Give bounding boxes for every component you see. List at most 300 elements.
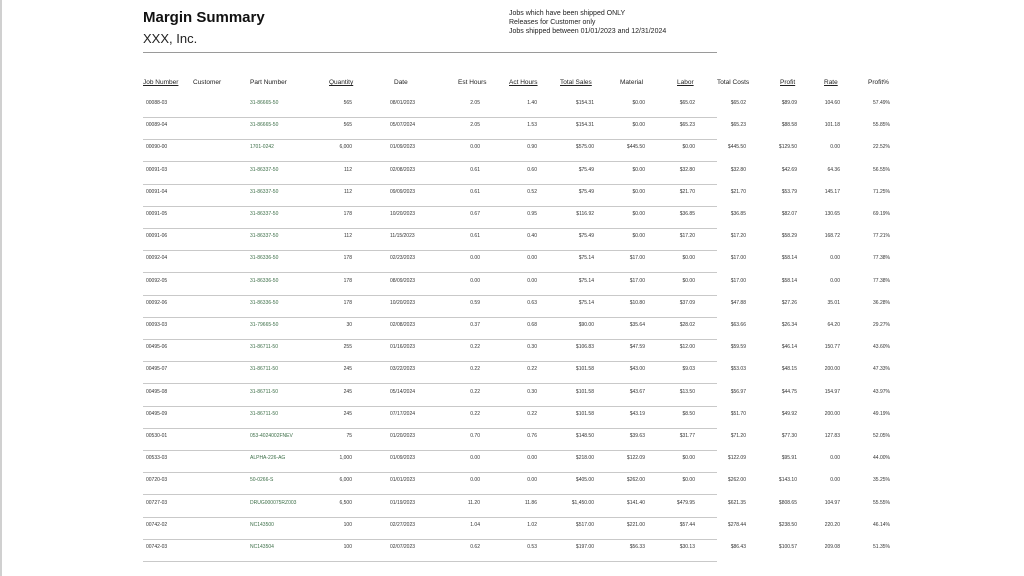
cell-total-sales: $106.83 — [575, 344, 594, 351]
row-divider — [143, 295, 717, 296]
table-row — [0, 322, 1024, 344]
cell-est-hours: 0.00 — [470, 144, 480, 151]
column-header-act-hours: Act Hours — [509, 79, 538, 86]
table-row — [0, 389, 1024, 411]
cell-total-costs: $445.50 — [727, 144, 746, 151]
cell-labor: $9.03 — [682, 366, 695, 373]
cell-est-hours: 0.00 — [470, 477, 480, 484]
cell-profit: $100.57 — [778, 544, 797, 550]
cell-profit: $238.50 — [778, 521, 797, 528]
cell-total-sales: $517.00 — [575, 521, 594, 528]
column-header-date: Date — [394, 79, 408, 86]
cell-profit-pct: 46.14% — [873, 521, 890, 528]
cell-part-number: 053-4024002FNEV — [250, 433, 293, 439]
cell-profit: $27.26 — [781, 299, 797, 306]
column-header-customer: Customer — [193, 79, 222, 86]
cell-profit: $46.14 — [781, 344, 797, 351]
cell-profit-pct: 71.25% — [873, 188, 890, 195]
cell-total-costs: $47.88 — [730, 299, 746, 306]
cell-total-sales: $75.14 — [578, 255, 594, 262]
table-row — [0, 189, 1024, 211]
cell-est-hours: 0.22 — [470, 366, 480, 373]
cell-labor: $28.02 — [679, 322, 695, 328]
table-row — [0, 300, 1024, 322]
cell-total-costs: $17.20 — [730, 233, 746, 240]
cell-act-hours: 0.00 — [527, 477, 537, 484]
cell-part-number: 31-86665-50 — [250, 122, 279, 129]
cell-labor: $8.50 — [682, 410, 695, 417]
cell-job-number: 00089-04 — [146, 122, 168, 129]
cell-total-costs: $17.00 — [730, 277, 746, 284]
cell-est-hours: 0.22 — [470, 388, 480, 395]
cell-material: $0.00 — [632, 122, 645, 129]
cell-part-number: 31-86336-50 — [250, 299, 279, 306]
cell-part-number: 31-79665-50 — [250, 322, 279, 328]
cell-profit: $58.14 — [781, 277, 797, 284]
cell-date: 05/14/2024 — [390, 388, 416, 395]
cell-total-sales: $154.31 — [575, 100, 594, 106]
cell-est-hours: 0.61 — [470, 166, 480, 173]
cell-quantity: 6,000 — [339, 144, 352, 151]
cell-profit: $26.34 — [781, 322, 797, 328]
cell-job-number: 00091-04 — [146, 188, 168, 195]
cell-total-sales: $218.00 — [575, 455, 594, 462]
cell-material: $47.59 — [629, 344, 645, 351]
cell-rate: 209.08 — [824, 544, 840, 550]
cell-profit-pct: 49.19% — [873, 410, 890, 417]
cell-total-costs: $36.85 — [730, 211, 746, 217]
cell-job-number: 00093-03 — [146, 322, 168, 328]
cell-labor: $57.44 — [679, 521, 695, 528]
cell-job-number: 00088-03 — [146, 100, 168, 106]
cell-est-hours: 0.22 — [470, 344, 480, 351]
report-title: Margin Summary — [143, 9, 265, 26]
cell-material: $0.00 — [632, 166, 645, 173]
table-row — [0, 500, 1024, 522]
cell-material: $17.00 — [629, 277, 645, 284]
column-header-material: Material — [620, 79, 644, 86]
cell-profit-pct: 77.38% — [873, 255, 890, 262]
cell-profit-pct: 36.28% — [873, 299, 890, 306]
report-criteria — [509, 9, 666, 37]
cell-material: $141.40 — [626, 499, 645, 506]
cell-rate: 0.00 — [830, 255, 840, 262]
cell-quantity: 100 — [343, 521, 352, 528]
cell-material: $0.00 — [632, 211, 645, 217]
cell-est-hours: 0.37 — [470, 322, 480, 328]
cell-total-sales: $154.31 — [575, 122, 594, 129]
cell-est-hours: 0.00 — [470, 455, 480, 462]
cell-total-costs: $65.02 — [730, 100, 746, 106]
column-header-job-number: Job Number — [143, 79, 179, 86]
cell-total-costs: $59.59 — [730, 344, 746, 351]
cell-material: $43.00 — [629, 366, 645, 373]
cell-total-sales: $197.00 — [575, 544, 594, 550]
cell-profit: $129.50 — [778, 144, 797, 151]
cell-profit: $44.75 — [781, 388, 797, 395]
cell-job-number: 00091-05 — [146, 211, 168, 217]
row-divider — [143, 339, 717, 340]
cell-profit: $53.79 — [781, 188, 797, 195]
cell-act-hours: 0.53 — [527, 544, 537, 550]
cell-quantity: 245 — [343, 388, 352, 395]
cell-job-number: 00090-00 — [146, 144, 168, 151]
cell-rate: 101.18 — [824, 122, 840, 129]
cell-job-number: 00720-03 — [146, 477, 168, 484]
cell-job-number: 00091-03 — [146, 166, 168, 173]
cell-profit: $143.10 — [778, 477, 797, 484]
cell-act-hours: 11.86 — [524, 499, 537, 506]
cell-date: 10/20/2023 — [390, 299, 416, 306]
cell-job-number: 00533-03 — [146, 455, 168, 462]
cell-act-hours: 0.60 — [527, 166, 537, 173]
cell-total-costs: $51.70 — [730, 410, 746, 417]
cell-total-sales: $405.00 — [575, 477, 594, 484]
cell-est-hours: 0.62 — [470, 544, 480, 550]
cell-est-hours: 1.04 — [470, 521, 480, 528]
cell-part-number: 31-86711-50 — [250, 410, 278, 417]
cell-date: 08/09/2023 — [390, 277, 416, 284]
cell-date: 10/20/2023 — [390, 211, 416, 217]
cell-profit-pct: 52.05% — [873, 433, 890, 439]
cell-profit-pct: 56.55% — [873, 166, 890, 173]
cell-rate: 154.97 — [824, 388, 840, 395]
column-header-profit-pct: Profit% — [868, 79, 889, 86]
row-divider — [143, 184, 717, 185]
cell-job-number: 00495-07 — [146, 366, 168, 373]
cell-rate: 104.60 — [824, 100, 840, 106]
cell-rate: 220.20 — [824, 521, 840, 528]
cell-quantity: 255 — [343, 344, 352, 351]
cell-job-number: 00092-05 — [146, 277, 168, 284]
cell-part-number: ALPHA-226-AG — [250, 455, 286, 462]
cell-est-hours: 0.59 — [470, 299, 480, 306]
row-divider — [143, 494, 717, 495]
cell-part-number: 31-86711-50 — [250, 366, 278, 373]
cell-total-sales: $1,450.00 — [571, 499, 594, 506]
cell-total-costs: $278.44 — [727, 521, 746, 528]
cell-act-hours: 0.40 — [527, 233, 537, 240]
cell-rate: 0.00 — [830, 277, 840, 284]
cell-est-hours: 11.20 — [467, 499, 480, 506]
cell-date: 05/07/2024 — [390, 122, 416, 129]
cell-labor: $0.00 — [682, 455, 695, 462]
row-divider — [143, 361, 717, 362]
cell-total-sales: $101.58 — [575, 366, 594, 373]
cell-quantity: 565 — [343, 122, 352, 129]
cell-total-costs: $262.00 — [727, 477, 746, 484]
cell-profit-pct: 55.85% — [873, 122, 890, 129]
cell-date: 01/09/2023 — [390, 455, 416, 462]
cell-rate: 64.20 — [827, 322, 840, 328]
cell-profit: $58.14 — [781, 255, 797, 262]
cell-quantity: 112 — [344, 188, 352, 195]
cell-material: $445.50 — [626, 144, 645, 151]
cell-act-hours: 0.63 — [527, 299, 537, 306]
cell-labor: $21.70 — [679, 188, 695, 195]
cell-total-costs: $53.03 — [730, 366, 746, 373]
cell-profit-pct: 22.52% — [873, 144, 890, 151]
cell-labor: $0.00 — [682, 477, 695, 484]
cell-profit: $42.69 — [781, 166, 797, 173]
row-divider — [143, 117, 717, 118]
criteria-line: Releases for Customer only — [509, 19, 596, 27]
cell-quantity: 1,000 — [339, 455, 352, 462]
cell-labor: $12.00 — [679, 344, 695, 351]
cell-date: 03/22/2023 — [390, 366, 416, 373]
cell-total-sales: $75.49 — [578, 166, 594, 173]
cell-profit-pct: 35.25% — [873, 477, 890, 484]
cell-labor: $36.85 — [679, 211, 695, 217]
cell-job-number: 00495-06 — [146, 344, 168, 351]
cell-rate: 168.72 — [824, 233, 840, 240]
cell-profit: $77.30 — [781, 433, 797, 439]
cell-est-hours: 0.00 — [470, 277, 480, 284]
row-divider — [143, 383, 717, 384]
cell-est-hours: 0.70 — [470, 433, 480, 439]
cell-total-sales: $101.58 — [575, 388, 594, 395]
cell-rate: 130.65 — [824, 211, 840, 217]
cell-profit-pct: 43.97% — [873, 388, 890, 395]
cell-profit: $48.15 — [781, 366, 797, 373]
cell-est-hours: 0.00 — [470, 255, 480, 262]
cell-total-costs: $56.97 — [730, 388, 746, 395]
cell-act-hours: 0.90 — [527, 144, 537, 151]
cell-act-hours: 1.53 — [527, 122, 537, 129]
cell-labor: $0.00 — [682, 255, 695, 262]
cell-total-sales: $90.00 — [578, 322, 594, 328]
row-divider — [143, 539, 717, 540]
cell-date: 01/20/2023 — [390, 433, 416, 439]
row-divider — [143, 161, 717, 162]
cell-date: 01/19/2023 — [390, 499, 416, 506]
cell-est-hours: 2.05 — [470, 100, 480, 106]
cell-quantity: 6,000 — [339, 477, 352, 484]
table-row — [0, 278, 1024, 300]
cell-quantity: 178 — [343, 299, 352, 306]
cell-material: $0.00 — [632, 188, 645, 195]
cell-act-hours: 0.52 — [527, 188, 537, 195]
cell-job-number: 00092-04 — [146, 255, 168, 262]
cell-part-number: DRUG000075RZ003 — [250, 499, 297, 506]
column-header-quantity: Quantity — [329, 79, 354, 86]
cell-part-number: 31-86711-50 — [250, 344, 278, 351]
cell-total-costs: $122.09 — [727, 455, 746, 462]
cell-profit-pct: 43.60% — [873, 344, 890, 351]
cell-labor: $13.50 — [679, 388, 695, 395]
table-row — [0, 144, 1024, 166]
cell-labor: $479.95 — [676, 499, 695, 506]
row-divider — [143, 406, 717, 407]
cell-profit-pct: 51.35% — [873, 544, 890, 550]
column-header-est-hours: Est Hours — [458, 79, 487, 86]
cell-part-number: 1701-0242 — [250, 144, 274, 151]
cell-act-hours: 0.95 — [527, 211, 537, 217]
cell-est-hours: 0.61 — [470, 188, 480, 195]
cell-job-number: 00091-06 — [146, 233, 168, 240]
criteria-line: Jobs shipped between 01/01/2023 and 12/31/2024 — [509, 28, 667, 36]
cell-labor: $31.77 — [679, 433, 695, 439]
cell-date: 01/16/2023 — [390, 344, 416, 351]
cell-rate: 0.00 — [830, 144, 840, 151]
cell-date: 08/01/2023 — [390, 100, 416, 106]
table-row — [0, 522, 1024, 544]
cell-labor: $30.13 — [679, 544, 695, 550]
cell-quantity: 565 — [343, 100, 352, 106]
cell-quantity: 245 — [343, 366, 352, 373]
cell-total-sales: $116.92 — [576, 211, 594, 217]
cell-material: $17.00 — [629, 255, 645, 262]
row-divider — [143, 139, 717, 140]
row-divider — [143, 561, 717, 562]
table-row — [0, 122, 1024, 144]
table-row — [0, 167, 1024, 189]
cell-material: $39.63 — [629, 433, 645, 439]
cell-labor: $65.23 — [679, 122, 695, 129]
cell-total-sales: $101.58 — [575, 410, 594, 417]
cell-rate: 0.00 — [830, 477, 840, 484]
cell-rate: 104.97 — [824, 499, 840, 506]
cell-profit-pct: 29.27% — [873, 322, 890, 328]
cell-rate: 145.17 — [824, 188, 840, 195]
cell-total-costs: $32.80 — [730, 166, 746, 173]
cell-labor: $37.09 — [679, 299, 695, 306]
table-row — [0, 233, 1024, 255]
table-row — [0, 544, 1024, 566]
column-header-part-number: Part Number — [250, 79, 287, 86]
row-divider — [143, 206, 717, 207]
cell-rate: 200.00 — [824, 366, 840, 373]
cell-quantity: 178 — [343, 211, 352, 217]
cell-date: 02/27/2023 — [390, 521, 416, 528]
table-row — [0, 477, 1024, 499]
cell-job-number: 00742-02 — [146, 521, 168, 528]
cell-part-number: NC143504 — [250, 544, 274, 550]
table-row — [0, 411, 1024, 433]
cell-total-sales: $75.14 — [578, 299, 594, 306]
row-divider — [143, 272, 717, 273]
cell-quantity: 100 — [343, 544, 352, 550]
cell-act-hours: 0.30 — [527, 344, 537, 351]
cell-material: $35.64 — [629, 322, 645, 328]
cell-est-hours: 2.05 — [470, 122, 480, 129]
cell-labor: $0.00 — [682, 277, 695, 284]
cell-job-number: 00530-01 — [146, 433, 168, 439]
cell-total-sales: $148.50 — [575, 433, 594, 439]
cell-total-costs: $86.43 — [730, 544, 746, 550]
cell-profit-pct: 77.21% — [873, 233, 890, 240]
cell-part-number: 31-86665-50 — [250, 100, 279, 106]
cell-quantity: 75 — [346, 433, 352, 439]
cell-job-number: 00495-09 — [146, 410, 168, 417]
cell-part-number: 31-86711-50 — [250, 388, 278, 395]
table-row — [0, 255, 1024, 277]
cell-rate: 64.36 — [827, 166, 840, 173]
cell-material: $221.00 — [626, 521, 645, 528]
cell-part-number: NC143500 — [250, 521, 274, 528]
cell-total-costs: $621.35 — [727, 499, 746, 506]
cell-quantity: 30 — [346, 322, 352, 328]
cell-act-hours: 0.00 — [527, 455, 537, 462]
cell-date: 01/01/2023 — [390, 477, 416, 484]
cell-act-hours: 0.22 — [527, 366, 537, 373]
cell-profit-pct: 57.49% — [873, 100, 890, 106]
table-row — [0, 433, 1024, 455]
cell-rate: 127.83 — [824, 433, 840, 439]
row-divider — [143, 228, 717, 229]
cell-material: $10.80 — [629, 299, 645, 306]
column-header-total-costs: Total Costs — [717, 79, 750, 86]
cell-material: $262.00 — [626, 477, 645, 484]
cell-act-hours: 0.30 — [527, 388, 537, 395]
table-row — [0, 100, 1024, 122]
cell-job-number: 00495-08 — [146, 388, 168, 395]
cell-rate: 0.00 — [830, 455, 840, 462]
cell-act-hours: 0.00 — [527, 277, 537, 284]
cell-date: 07/17/2024 — [390, 410, 416, 417]
cell-date: 02/08/2023 — [390, 322, 416, 328]
cell-profit: $95.91 — [781, 455, 797, 462]
cell-material: $0.00 — [632, 100, 645, 106]
cell-total-costs: $71.20 — [730, 433, 746, 439]
cell-part-number: 31-86336-50 — [250, 255, 279, 262]
cell-profit: $58.29 — [781, 233, 797, 240]
cell-quantity: 6,500 — [339, 499, 352, 506]
cell-date: 02/07/2023 — [390, 544, 416, 550]
cell-profit: $89.09 — [781, 100, 797, 106]
cell-act-hours: 0.00 — [527, 255, 537, 262]
cell-labor: $17.20 — [679, 233, 695, 240]
column-header-labor: Labor — [677, 79, 694, 86]
cell-quantity: 112 — [344, 166, 352, 173]
cell-total-sales: $75.49 — [578, 188, 594, 195]
cell-act-hours: 0.68 — [527, 322, 537, 328]
cell-date: 02/08/2023 — [390, 166, 416, 173]
cell-total-sales: $75.49 — [578, 233, 594, 240]
cell-quantity: 245 — [343, 410, 352, 417]
cell-job-number: 00092-06 — [146, 299, 168, 306]
header-divider — [143, 52, 717, 53]
cell-profit: $88.58 — [781, 122, 797, 129]
cell-date: 01/09/2023 — [390, 144, 416, 151]
cell-total-costs: $21.70 — [730, 188, 746, 195]
cell-act-hours: 1.02 — [527, 521, 537, 528]
cell-quantity: 112 — [344, 233, 352, 240]
cell-quantity: 178 — [343, 255, 352, 262]
cell-profit-pct: 44.00% — [873, 455, 890, 462]
column-header-profit: Profit — [780, 79, 796, 86]
cell-est-hours: 0.22 — [470, 410, 480, 417]
cell-rate: 150.77 — [824, 344, 840, 351]
cell-part-number: 31-86337-50 — [250, 233, 279, 240]
row-divider — [143, 317, 717, 318]
cell-profit-pct: 47.33% — [873, 366, 890, 373]
cell-job-number: 00742-03 — [146, 544, 168, 550]
cell-material: $122.09 — [626, 455, 645, 462]
cell-material: $43.19 — [629, 410, 645, 417]
cell-job-number: 00727-03 — [146, 499, 168, 506]
cell-labor: $32.80 — [679, 166, 695, 173]
cell-part-number: 50-0266-S — [250, 477, 274, 484]
company-name: XXX, Inc. — [143, 31, 198, 46]
cell-part-number: 31-86337-50 — [250, 211, 279, 217]
cell-profit-pct: 77.38% — [873, 277, 890, 284]
cell-part-number: 31-86336-50 — [250, 277, 279, 284]
cell-date: 11/15/2023 — [390, 233, 415, 240]
cell-est-hours: 0.67 — [470, 211, 480, 217]
cell-material: $43.67 — [629, 388, 645, 395]
table-row — [0, 366, 1024, 388]
